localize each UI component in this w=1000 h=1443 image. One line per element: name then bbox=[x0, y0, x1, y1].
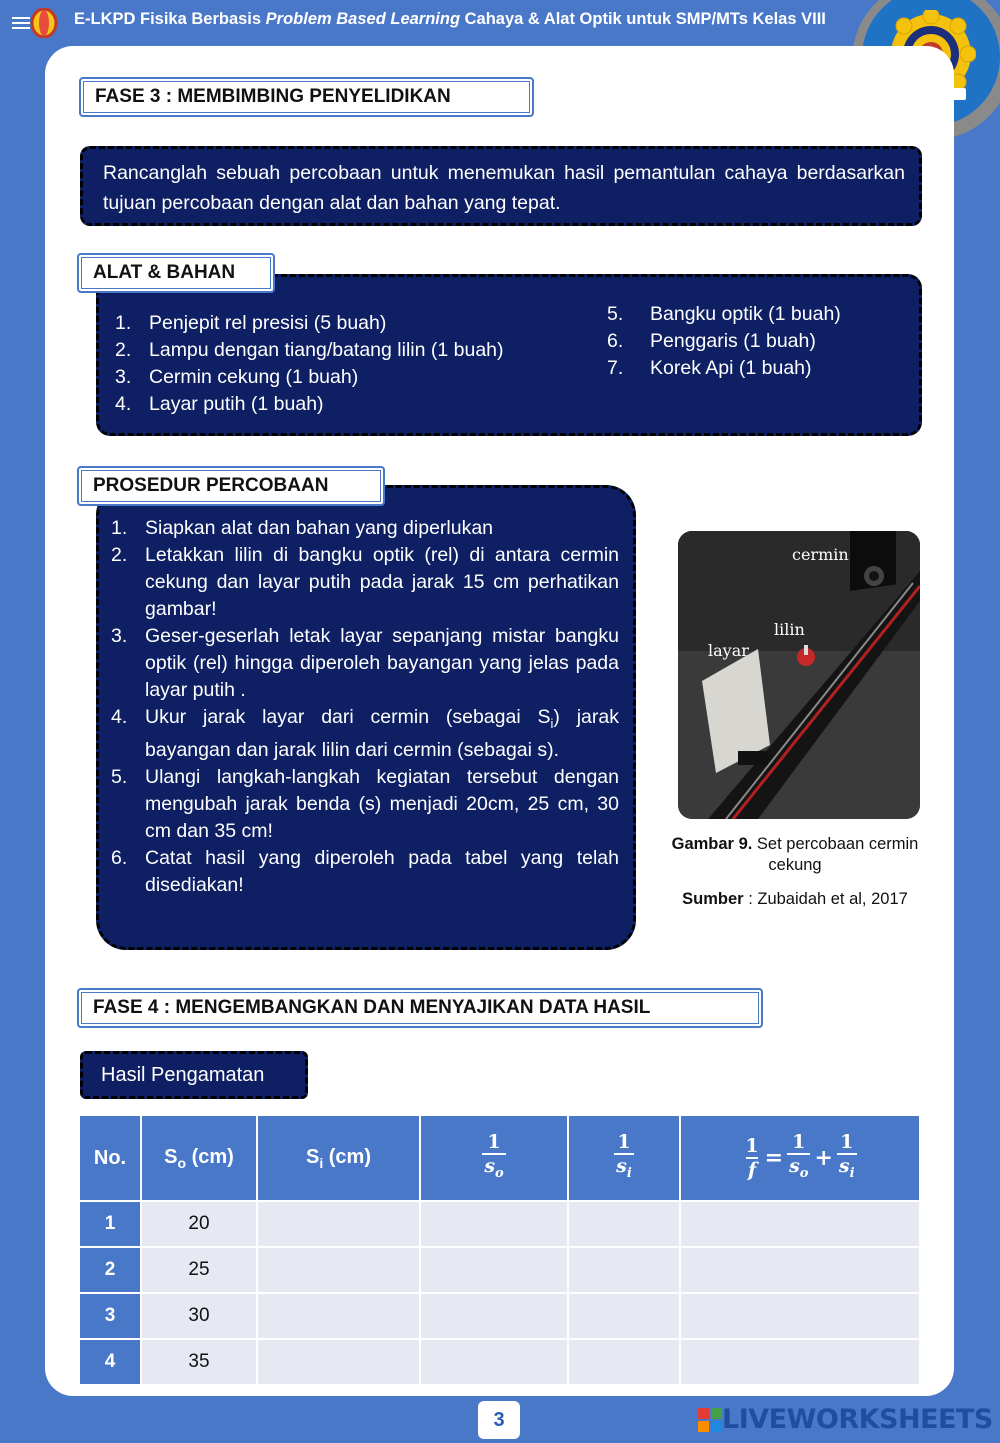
experiment-photo bbox=[678, 531, 920, 819]
alat-bahan-title: ALAT & BAHAN bbox=[77, 253, 275, 293]
list-item: 2. Lampu dengan tiang/batang lilin (1 buah) bbox=[115, 339, 504, 361]
header-si: $S_i$ (cm) bbox=[257, 1115, 420, 1201]
cell-inv-si-input[interactable] bbox=[568, 1201, 680, 1247]
table-header-row bbox=[79, 1115, 920, 1201]
row-number: 1 bbox=[79, 1201, 141, 1247]
label-cermin: cermin bbox=[792, 545, 849, 564]
cell-so: 30 bbox=[141, 1293, 257, 1339]
procedure-step: 3. Geser-geserlah letak layar sepanjang mistar bangku optik (rel) hingga diperoleh bayangan yang jelas pada layar putih . bbox=[111, 625, 619, 701]
cell-si-input[interactable] bbox=[257, 1293, 420, 1339]
alat-bahan-box bbox=[96, 274, 922, 436]
fase3-instruction: Rancanglah sebuah percobaan untuk menemukan hasil pemantulan cahaya berdasarkan tujuan percobaan dengan alat dan bahan yang tepat. bbox=[80, 146, 922, 226]
figure-caption: Gambar 9. Set percobaan cermin cekung bbox=[671, 835, 919, 874]
liveworksheets-brand: LIVEWORKSHEETS bbox=[722, 1404, 993, 1435]
list-item: 3. Cermin cekung (1 buah) bbox=[115, 366, 359, 388]
header-mirror-equation: $\frac{1}{f}$ = $\frac{1}{s_o}$ + $\frac{1}{s_i}$ bbox=[680, 1115, 920, 1201]
cell-so: 25 bbox=[141, 1247, 257, 1293]
procedure-step: 1. Siapkan alat dan bahan yang diperlukan bbox=[111, 517, 494, 539]
prosedur-box bbox=[96, 485, 636, 950]
list-item: 5. Bangku optik (1 buah) bbox=[607, 303, 841, 325]
cell-inv-so-input[interactable] bbox=[420, 1247, 568, 1293]
header-one-over-si: $\frac{1}{s_i}$ bbox=[568, 1115, 680, 1201]
alat-bahan-list-right bbox=[607, 301, 841, 382]
list-item: 6. Penggaris (1 buah) bbox=[607, 330, 816, 352]
cell-inv-so-input[interactable] bbox=[420, 1339, 568, 1385]
fase4-title: FASE 4 : MENGEMBANGKAN DAN MENYAJIKAN DATA HASIL bbox=[77, 988, 763, 1028]
prosedur-steps bbox=[111, 515, 619, 899]
procedure-step: 6. Catat hasil yang diperoleh pada tabel yang telah disediakan! bbox=[111, 846, 619, 896]
results-table bbox=[78, 1114, 921, 1386]
cell-inv-si-input[interactable] bbox=[568, 1247, 680, 1293]
header-one-over-so: $\frac{1}{s_o}$ bbox=[420, 1115, 568, 1201]
procedure-step: 4. Ukur jarak layar dari cermin (sebagai $S_i$) jarak bayangan dan jarak lilin dari cermin (sebagai s). bbox=[111, 706, 619, 761]
optical-bench-illustration bbox=[678, 531, 920, 819]
cell-inv-f-input[interactable] bbox=[680, 1293, 920, 1339]
cell-inv-si-input[interactable] bbox=[568, 1293, 680, 1339]
row-number: 3 bbox=[79, 1293, 141, 1339]
rocket-logo-icon bbox=[12, 8, 58, 38]
figure-source: Sumber : Zubaidah et al, 2017 bbox=[682, 890, 908, 908]
cell-so: 35 bbox=[141, 1339, 257, 1385]
header-so: $S_o$ (cm) bbox=[141, 1115, 257, 1201]
hasil-pengamatan-label: Hasil Pengamatan bbox=[80, 1051, 308, 1099]
cell-inv-so-input[interactable] bbox=[420, 1293, 568, 1339]
table-row bbox=[79, 1293, 920, 1339]
cell-inv-f-input[interactable] bbox=[680, 1339, 920, 1385]
cell-si-input[interactable] bbox=[257, 1339, 420, 1385]
list-item: 4. Layar putih (1 buah) bbox=[115, 393, 324, 415]
list-item: 7. Korek Api (1 buah) bbox=[607, 357, 812, 379]
table-row bbox=[79, 1339, 920, 1385]
header-bar bbox=[0, 0, 1000, 46]
table-row bbox=[79, 1247, 920, 1293]
prosedur-title: PROSEDUR PERCOBAAN bbox=[77, 466, 385, 506]
row-number: 2 bbox=[79, 1247, 141, 1293]
cell-inv-f-input[interactable] bbox=[680, 1247, 920, 1293]
procedure-step: 5. Ulangi langkah-langkah kegiatan tersebut dengan mengubah jarak benda (s) menjadi 20cm, 25 cm, 30 cm dan 35 cm! bbox=[111, 765, 619, 842]
cell-inv-f-input[interactable] bbox=[680, 1201, 920, 1247]
label-lilin: lilin bbox=[774, 620, 805, 639]
page-number: 3 bbox=[478, 1401, 520, 1439]
table-row bbox=[79, 1201, 920, 1247]
liveworksheets-mark-icon bbox=[698, 1408, 722, 1432]
label-layar: layar bbox=[708, 641, 749, 660]
cell-inv-si-input[interactable] bbox=[568, 1339, 680, 1385]
list-item: 1. Penjepit rel presisi (5 buah) bbox=[115, 312, 387, 334]
alat-bahan-list-left bbox=[115, 310, 504, 418]
header-title: E-LKPD Fisika Berbasis Problem Based Learning Cahaya & Alat Optik untuk SMP/MTs Kelas VIII bbox=[74, 10, 826, 28]
cell-si-input[interactable] bbox=[257, 1247, 420, 1293]
row-number: 4 bbox=[79, 1339, 141, 1385]
fase3-title: FASE 3 : MEMBIMBING PENYELIDIKAN bbox=[79, 77, 534, 117]
header-no: No. bbox=[79, 1115, 141, 1201]
cell-si-input[interactable] bbox=[257, 1201, 420, 1247]
liveworksheets-logo[interactable] bbox=[698, 1404, 993, 1435]
cell-inv-so-input[interactable] bbox=[420, 1201, 568, 1247]
cell-so: 20 bbox=[141, 1201, 257, 1247]
procedure-step: 2. Letakkan lilin di bangku optik (rel) di antara cermin cekung dan layar putih pada jarak 15 cm perhatikan gambar! bbox=[111, 544, 619, 620]
